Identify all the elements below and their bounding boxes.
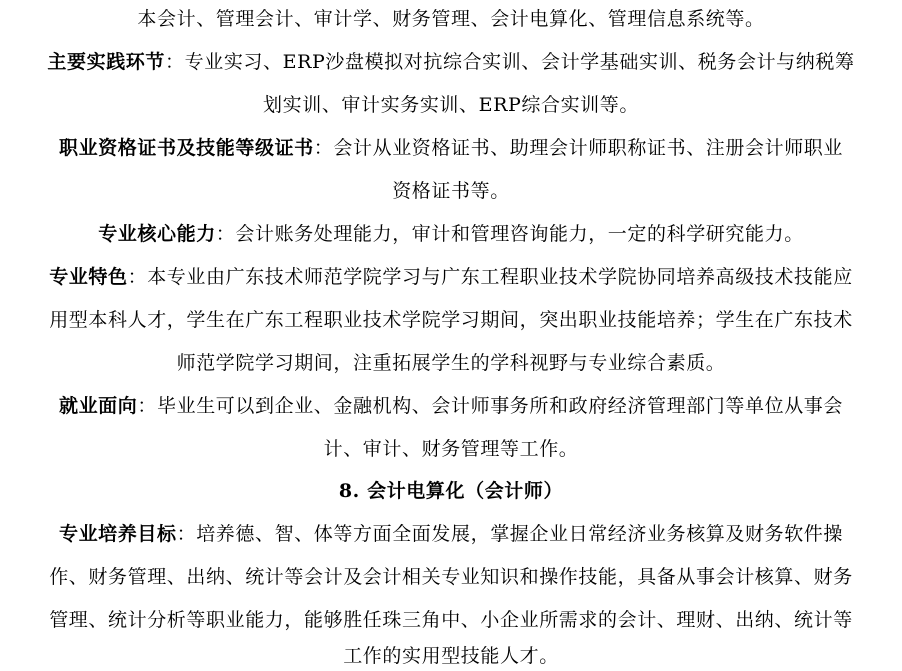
text-line: [0, 305, 902, 335]
text-line: [0, 90, 902, 120]
line-label: 专业特色: [49, 266, 128, 288]
line-text: 管理、统计分析等职业能力，能够胜任珠三角中、小企业所需求的会计、理财、出纳、统计等: [49, 609, 853, 631]
text-line: [0, 641, 902, 671]
line-text: 作、财务管理、出纳、统计等会计及会计相关专业知识和操作技能，具备从事会计核算、财务: [49, 566, 853, 588]
line-text: ：专业实习、ERP沙盘模拟对抗综合实训、会计学基础实训、税务会计与纳税筹: [165, 51, 855, 73]
line-label: 就业面向: [58, 395, 138, 417]
line-label: 专业培养目标: [58, 523, 177, 545]
line-text: 用型本科人才，学生在广东工程职业技术学院学习期间，突出职业技能培养；学生在广东技术: [49, 309, 853, 331]
text-line: [0, 391, 902, 421]
line-text: ：毕业生可以到企业、金融机构、会计师事务所和政府经济管理部门等单位从事会: [137, 395, 843, 417]
text-line: [0, 562, 902, 592]
line-label: 主要实践环节: [47, 51, 166, 73]
line-text: 师范学院学习期间，注重拓展学生的学科视野与专业综合素质。: [176, 352, 726, 374]
text-line: [0, 434, 902, 464]
text-line: [0, 133, 902, 163]
line-text: 划实训、审计实务实训、ERP综合实训等。: [263, 94, 639, 116]
line-text: ：会计从业资格证书、助理会计师职称证书、注册会计师职业: [313, 137, 843, 159]
text-line: [0, 47, 902, 77]
section-title: 8. 会计电算化（会计师）: [338, 480, 564, 502]
line-text: ：本专业由广东技术师范学院学习与广东工程职业技术学院协同培养高级技术技能应: [127, 266, 853, 288]
line-text: 本会计、管理会计、审计学、财务管理、会计电算化、管理信息系统等。: [137, 8, 765, 30]
line-label: 专业核心能力: [98, 223, 216, 245]
text-line: [0, 519, 902, 549]
line-text: ：培养德、智、体等方面全面发展，掌握企业日常经济业务核算及财务软件操: [176, 523, 843, 545]
line-text: ：会计账务处理能力，审计和管理咨询能力，一定的科学研究能力。: [215, 223, 804, 245]
text-line: [0, 219, 902, 249]
section-heading: [0, 476, 902, 506]
line-text: 计、审计、财务管理等工作。: [323, 438, 579, 460]
line-label: 职业资格证书及技能等级证书: [58, 137, 314, 159]
text-line: [0, 605, 902, 635]
line-text: 资格证书等。: [392, 180, 510, 202]
line-text: 工作的实用型技能人才。: [343, 645, 559, 667]
text-line: [0, 176, 902, 206]
text-line: [0, 348, 902, 378]
text-line: [0, 262, 902, 292]
text-line: [0, 4, 902, 34]
